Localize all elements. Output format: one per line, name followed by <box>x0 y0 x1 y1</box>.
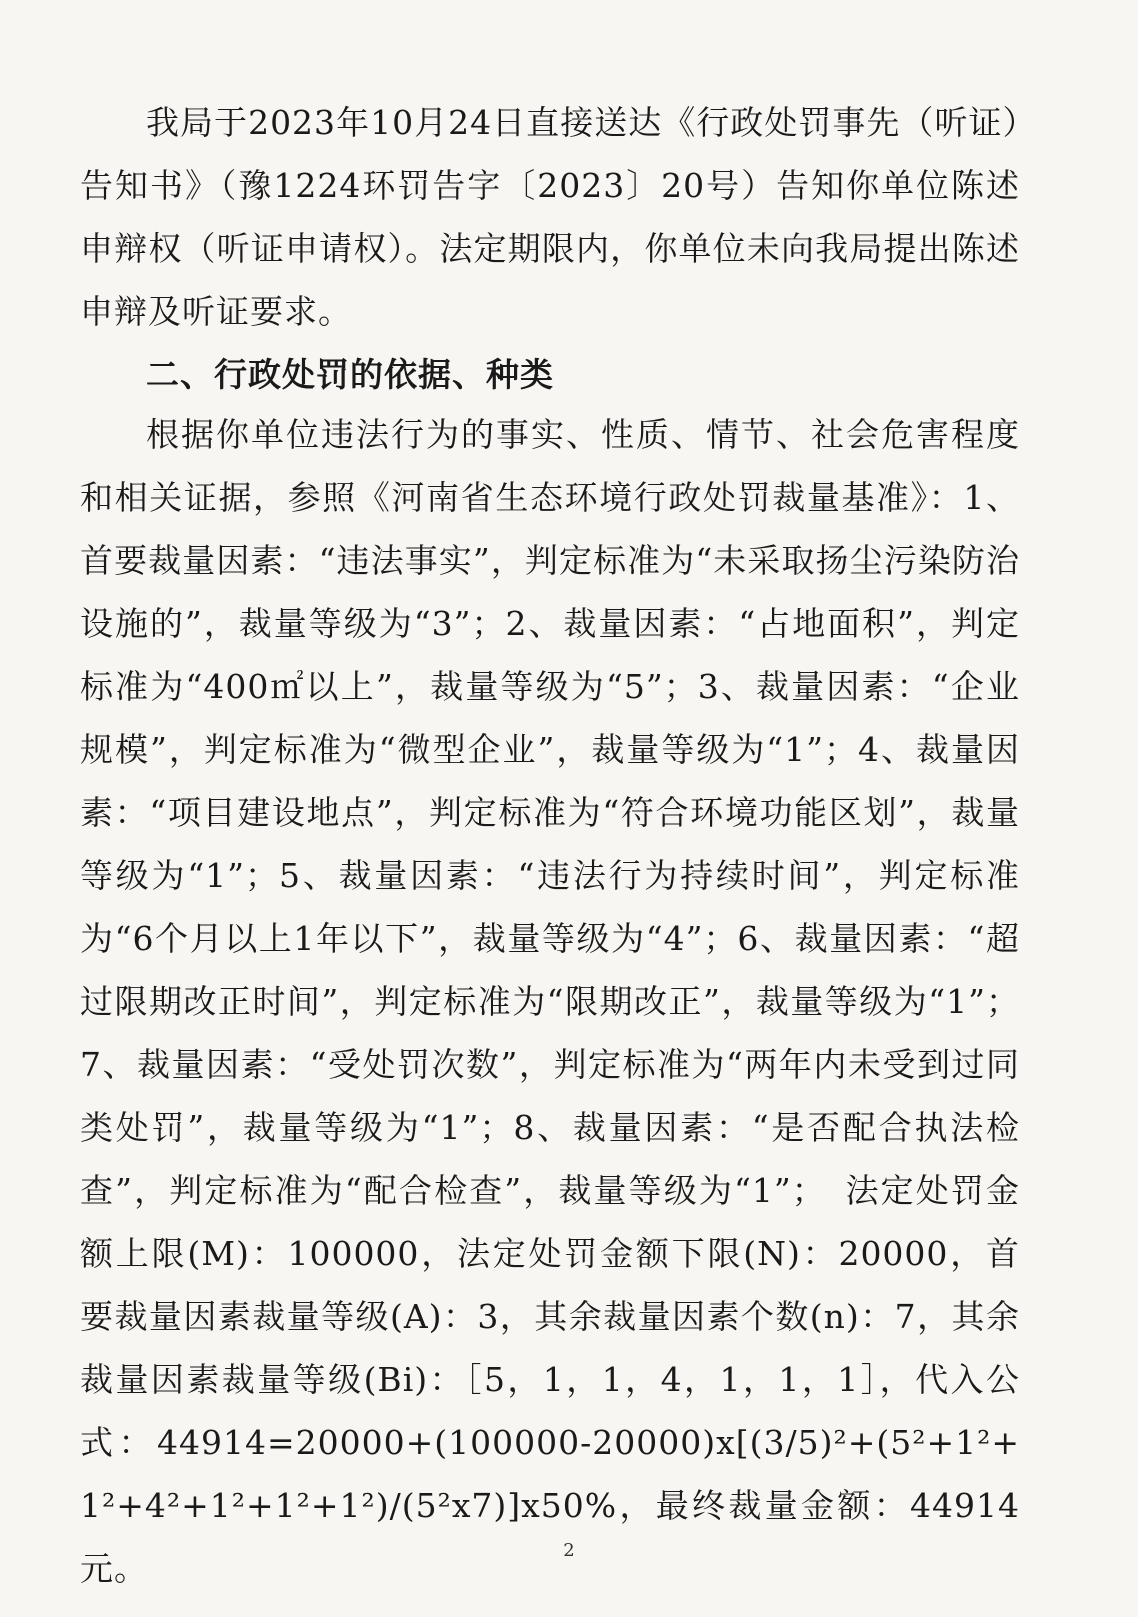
section-heading-penalty-basis: 二、行政处罚的依据、种类 <box>146 355 554 394</box>
paragraph-penalty-calculation: 根据你单位违法行为的事实、性质、情节、社会危害程度和相关证据，参照《河南省生态环境行政处罚裁量基准》：1、首要裁量因素：“违法事实”，判定标准为“未采取扬尘污染防治设施的”，裁量等级为“3”；2、裁量因素：“占地面积”，判定标准为“400㎡以上”，裁量等级为“5”；3、裁量因素：“企业规模”，判定标准为“微型企业”，裁量等级为“1”；4、裁量因素：“项目建设地点”，判定标准为“符合环境功能区划”，裁量等级为“1”；5、裁量因素：“违法行为持续时间”，判定标准为“6个月以上1年以下”，裁量等级为“4”；6、裁量因素：“超过限期改正时间”，判定标准为“限期改正”，裁量等级为“1”；7、裁量因素：“受处罚次数”，判定标准为“两年内未受到过同类处罚”，裁量等级为“1”；8、裁量因素：“是否配合执法检查”，判定标准为“配合检查”，裁量等级为“1”； 法定处罚金额上限(M)：100000，法定处罚金额下限(N)：20000，首要裁量因素裁量等级(A)：3，其余裁量因素个数(n)：7，其余裁量因素裁量等级(Bi)：［5，1，1，4，1，1，1］，代入公式：44914=20000+(100000-20000)x[(3/5)²+(5²+1²+1²+4²+1²+1²+1²)/(5²x7)]x50%，最终裁量金额：44914元。 <box>80 415 1020 1588</box>
paragraph-notice-delivery: 我局于2023年10月24日直接送达《行政处罚事先（听证）告知书》（豫1224环罚告字〔2023〕20号）告知你单位陈述申辩权（听证申请权）。法定期限内，你单位未向我局提出陈述申辩及听证要求。 <box>80 103 1020 331</box>
page-number: 2 <box>563 1540 575 1561</box>
